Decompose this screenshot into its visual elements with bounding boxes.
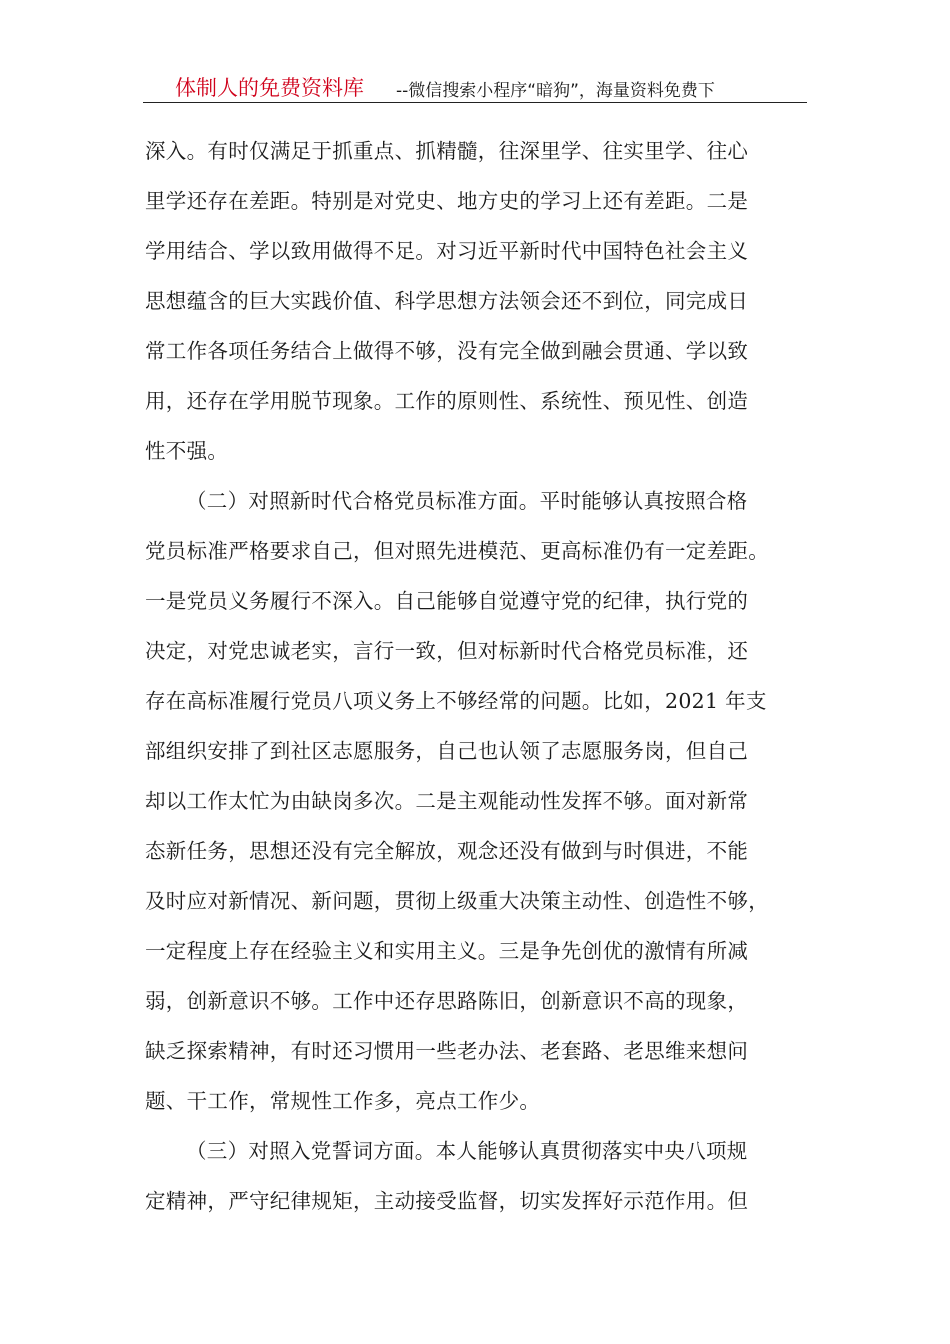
text-line: 常工作各项任务结合上做得不够，没有完全做到融会贯通、学以致 [145,339,749,363]
text-line: 里学还存在差距。特别是对党史、地方史的学习上还有差距。二是 [145,189,749,213]
text-line: 用，还存在学用脱节现象。工作的原则性、系统性、预见性、创造 [145,389,749,413]
document-body [145,126,805,1226]
text-line: 决定，对党忠诚老实，言行一致，但对标新时代合格党员标准，还 [145,639,749,663]
text-line: 部组织安排了到社区志愿服务，自己也认领了志愿服务岗，但自己 [145,739,749,763]
page-header [143,70,807,103]
header-slogan: --微信搜索小程序“暗狗”，海量资料免费下 [396,81,715,101]
text-line: 定精神，严守纪律规矩，主动接受监督，切实发挥好示范作用。但 [145,1189,749,1213]
section-heading-line: （二）对照新时代合格党员标准方面。平时能够认真按照合格 [186,489,748,513]
text-line: 一定程度上存在经验主义和实用主义。三是争先创优的激情有所减 [145,939,749,963]
text-line: 深入。有时仅满足于抓重点、抓精髓，往深里学、往实里学、往心 [145,139,749,163]
text-line: 态新任务，思想还没有完全解放，观念还没有做到与时俱进，不能 [145,839,749,863]
text-line: 一是党员义务履行不深入。自己能够自觉遵守党的纪律，执行党的 [145,589,749,613]
text-line: 存在高标准履行党员八项义务上不够经常的问题。比如，2021 年支 [145,689,767,713]
text-line: 题、干工作，常规性工作多，亮点工作少。 [145,1089,541,1113]
section-heading-line: （三）对照入党誓词方面。本人能够认真贯彻落实中央八项规 [186,1139,748,1163]
text-line: 缺乏探索精神，有时还习惯用一些老办法、老套路、老思维来想问 [145,1039,749,1063]
text-line: 弱，创新意识不够。工作中还存思路陈旧，创新意识不高的现象， [145,989,749,1013]
text-line: 思想蕴含的巨大实践价值、科学思想方法领会还不到位，同完成日 [145,289,749,313]
text-line: 党员标准严格要求自己，但对照先进模范、更高标准仍有一定差距。 [145,539,769,563]
text-line: 却以工作太忙为由缺岗多次。二是主观能动性发挥不够。面对新常 [145,789,749,813]
text-line: 性不强。 [145,439,229,463]
text-line: 及时应对新情况、新问题，贯彻上级重大决策主动性、创造性不够， [145,889,769,913]
text-line: 学用结合、学以致用做得不足。对习近平新时代中国特色社会主义 [145,239,749,263]
header-brand: 体制人的免费资料库 [175,76,364,100]
